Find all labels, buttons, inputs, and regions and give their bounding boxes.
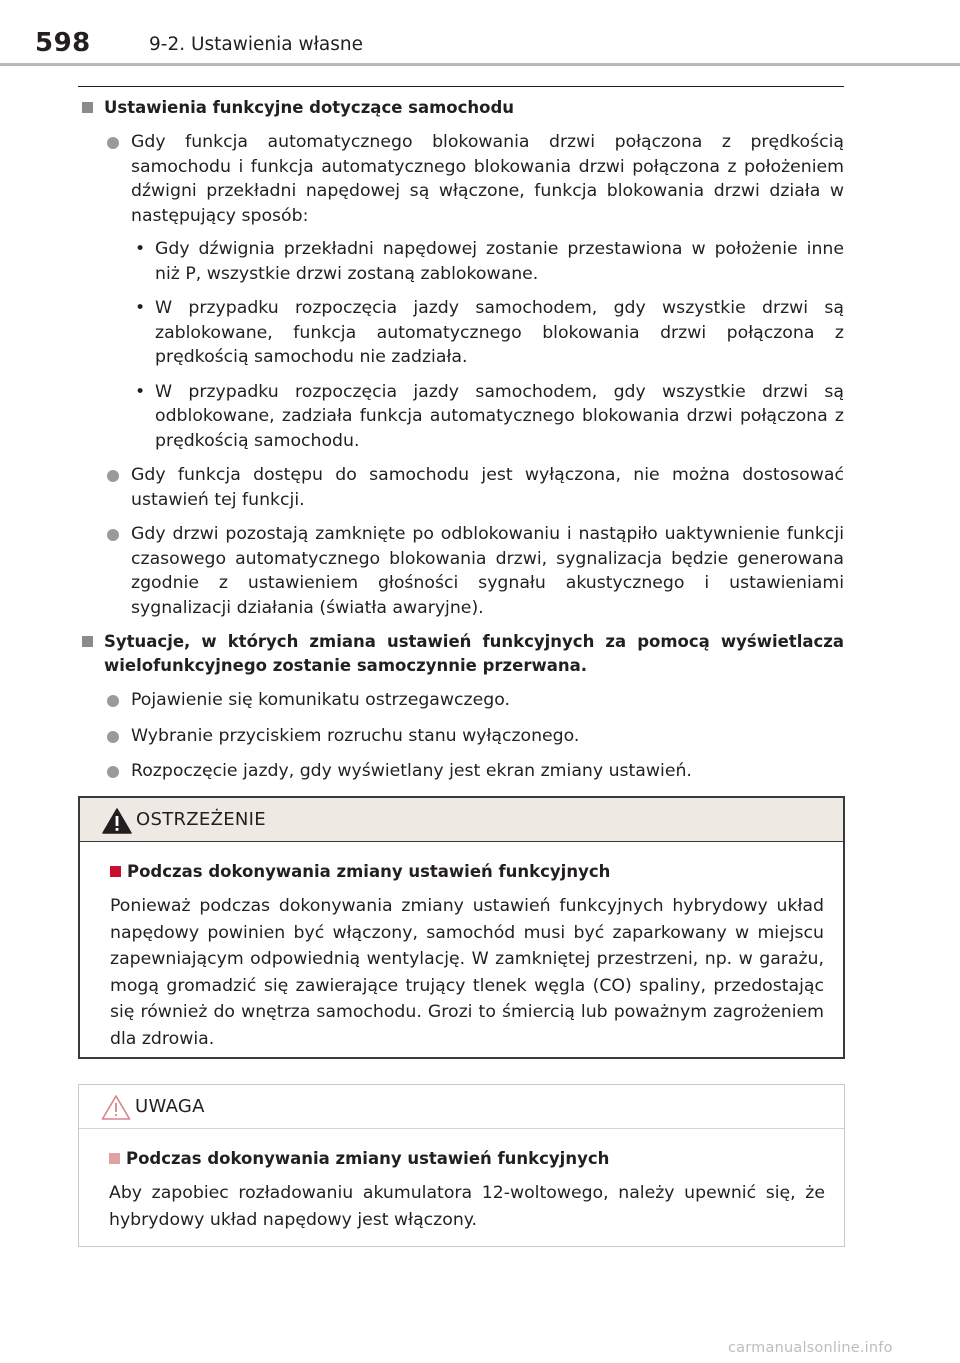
sub-list-item bbox=[78, 296, 844, 370]
section-heading-vehicle-functions bbox=[78, 96, 844, 120]
circle-bullet-icon bbox=[107, 529, 119, 541]
section-title: 9-2. Ustawienia własne bbox=[149, 34, 363, 55]
sub-bullet-marker: • bbox=[135, 298, 146, 318]
section-heading-auto-cancel bbox=[78, 630, 844, 678]
header-rule bbox=[0, 63, 960, 66]
caution-triangle-outline-icon bbox=[101, 1094, 131, 1120]
content-divider bbox=[78, 86, 844, 87]
notice-body bbox=[79, 1129, 844, 1233]
sub-bullet-marker: • bbox=[135, 239, 146, 259]
list-item-text: Gdy funkcja automatycznego blokowania drzwi połączona z prędkością samochodu i funkcja automatycznego blokowania drzwi połączona z położeniem dźwigni przekładni napędowej są włączone, funkcja blokowania drzwi działa w następujący sposób: bbox=[131, 132, 844, 226]
list-item-text: Gdy funkcja dostępu do samochodu jest wyłączona, nie można dostosować ustawień tej funkcji. bbox=[131, 465, 844, 510]
notice-title-bar bbox=[79, 1085, 844, 1129]
list-item bbox=[78, 688, 844, 713]
main-content bbox=[78, 96, 844, 784]
notice-title: UWAGA bbox=[135, 1096, 205, 1117]
heading-text: Sytuacje, w których zmiana ustawień funkcyjnych za pomocą wyświetlacza wielofunkcyjnego zostanie samoczynnie przerwana. bbox=[104, 632, 844, 675]
page-header bbox=[0, 0, 960, 66]
square-bullet-icon bbox=[82, 636, 93, 647]
notice-text: Aby zapobiec rozładowaniu akumulatora 12-woltowego, należy upewnić się, że hybrydowy układ napędowy jest włączony. bbox=[109, 1183, 825, 1230]
sub-list-item-text: W przypadku rozpoczęcia jazdy samochodem, gdy wszystkie drzwi są odblokowane, zadziała funkcja automatycznego blokowania drzwi połączona z prędkością samochodu. bbox=[155, 381, 844, 451]
notice-box bbox=[78, 1084, 845, 1247]
square-bullet-icon bbox=[109, 1153, 120, 1164]
square-bullet-icon bbox=[110, 866, 121, 877]
list-item-text: Rozpoczęcie jazdy, gdy wyświetlany jest ekran zmiany ustawień. bbox=[131, 761, 692, 781]
circle-bullet-icon bbox=[107, 766, 119, 778]
warning-heading-text: Podczas dokonywania zmiany ustawień funkcyjnych bbox=[127, 862, 611, 881]
sub-bullet-marker: • bbox=[135, 381, 146, 402]
warning-text: Ponieważ podczas dokonywania zmiany ustawień funkcyjnych hybrydowy układ napędowy powinien być włączony, samochód musi być zaparkowany w miejscu zapewniającym odpowiednią wentylację. W zamkniętej przestrzeni, np. w garażu, mogą gromadzić się zawierające trujący tlenek węgla (CO) spaliny, przedostając się również do wnętrza samochodu. Grozi to śmiercią lub poważnym zagrożeniem dla zdrowia. bbox=[110, 896, 824, 1049]
page-number: 598 bbox=[35, 28, 91, 58]
sub-list-item-text: Gdy dźwignia przekładni napędowej zostanie przestawiona w położenie inne niż P, wszystkie drzwi zostaną zablokowane. bbox=[155, 239, 844, 284]
list-item bbox=[78, 759, 844, 784]
watermark: carmanualsonline.info bbox=[728, 1340, 893, 1356]
warning-title-bar bbox=[80, 798, 843, 842]
list-item bbox=[78, 130, 844, 228]
sub-list-item-text: W przypadku rozpoczęcia jazdy samochodem, gdy wszystkie drzwi są zablokowane, funkcja automatycznego blokowania drzwi połączona z prędkością samochodu nie zadziała. bbox=[155, 298, 844, 367]
list-item-text: Wybranie przyciskiem rozruchu stanu wyłączonego. bbox=[131, 725, 580, 746]
list-item bbox=[78, 522, 844, 620]
circle-bullet-icon bbox=[107, 137, 119, 149]
list-item bbox=[78, 463, 844, 512]
list-item-text: Pojawienie się komunikatu ostrzegawczego. bbox=[131, 690, 510, 710]
warning-heading bbox=[108, 860, 824, 884]
warning-box bbox=[78, 796, 845, 1059]
circle-bullet-icon bbox=[107, 695, 119, 707]
warning-body bbox=[80, 842, 843, 1052]
heading-text: Ustawienia funkcyjne dotyczące samochodu bbox=[104, 98, 515, 117]
warning-title: OSTRZEŻENIE bbox=[136, 809, 266, 830]
circle-bullet-icon bbox=[107, 731, 119, 743]
notice-heading-text: Podczas dokonywania zmiany ustawień funkcyjnych bbox=[126, 1149, 610, 1168]
circle-bullet-icon bbox=[107, 470, 119, 482]
square-bullet-icon bbox=[82, 102, 93, 113]
list-item bbox=[78, 724, 844, 749]
sub-list-item bbox=[78, 380, 844, 454]
sub-list-item bbox=[78, 237, 844, 286]
warning-triangle-icon bbox=[102, 808, 132, 834]
list-item-text: Gdy drzwi pozostają zamknięte po odblokowaniu i nastąpiło uaktywnienie funkcji czasowego automatycznego blokowania drzwi, sygnalizacja będzie generowana zgodnie z ustawieniem głośności sygnału akustycznego i ustawieniami sygnalizacji działania (światła awaryjne). bbox=[131, 524, 844, 618]
notice-heading bbox=[107, 1147, 825, 1171]
